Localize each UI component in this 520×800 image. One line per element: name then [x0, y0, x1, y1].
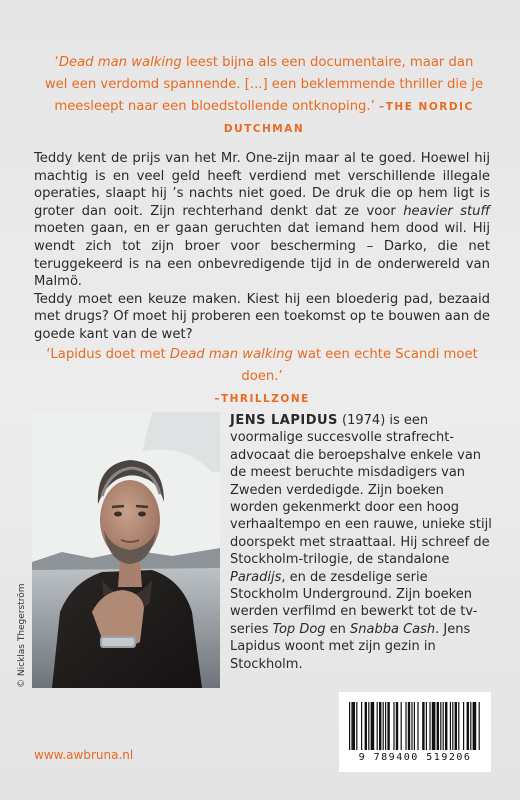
barcode-bar — [411, 702, 412, 750]
barcode-bar — [443, 702, 444, 750]
photo-credit: © Nicklas Thegerström — [17, 583, 27, 688]
author-photo — [32, 412, 220, 688]
barcode-bar — [353, 702, 355, 750]
praise-quote-thrillzone — [34, 344, 490, 410]
quote-text-end: leest bijna als een documentaire, maar dan wel een verdomd spannende. [...] een beklemmende thriller die je meesleept naar een bloedstollende ontknoping.’ — [44, 55, 484, 114]
barcode-bar — [365, 702, 367, 750]
barcode-bar — [422, 702, 424, 750]
blurb — [34, 150, 490, 344]
barcode-bar — [371, 702, 375, 750]
quote-book-title: Dead man walking — [58, 55, 182, 70]
barcode-bars — [349, 702, 481, 750]
barcode-bar — [445, 702, 447, 750]
author-bio-text — [230, 412, 492, 673]
barcode-bar — [470, 702, 471, 750]
quote-source: –THE NORDIC DUTCHMAN — [223, 101, 474, 135]
barcode-bar — [479, 702, 480, 750]
barcode-bar — [440, 702, 441, 750]
barcode-bar — [356, 702, 357, 750]
barcode-bar — [377, 702, 378, 750]
barcode-bar — [368, 702, 369, 750]
author-bio — [230, 412, 492, 673]
quote-text-end: wat een echte Scandi moet doen.’ — [241, 347, 478, 384]
bio-title-paradijs: Paradijs — [230, 569, 282, 585]
barcode-bar — [361, 702, 362, 750]
barcode-bar — [463, 702, 464, 750]
barcode-bar — [401, 702, 402, 750]
barcode-bar — [450, 702, 451, 750]
bio-text: en — [325, 621, 351, 637]
isbn-number: 9 789400 519206 — [358, 752, 472, 763]
barcode-bar — [396, 702, 398, 750]
barcode-bar — [351, 702, 352, 750]
barcode-bar — [385, 702, 386, 750]
author-portrait-illustration — [32, 412, 220, 688]
barcode-bar — [455, 702, 457, 750]
barcode-bar — [387, 702, 389, 750]
barcode-bar — [414, 702, 415, 750]
barcode-bar — [473, 702, 477, 750]
barcode-bar — [349, 702, 350, 750]
barcode-bar — [405, 702, 406, 750]
blurb-text: moeten gaan, en er gaan geruchten dat iemand hem dood wil. Hij wendt zich tot zijn broer voor bescherming – Darko, die net teruggekeerd is na een onbevredigende tijd in de onderwereld van Malmö. — [34, 221, 490, 290]
author-name: JENS LAPIDUS — [230, 413, 338, 428]
isbn-barcode — [339, 692, 491, 772]
praise-quote-nordic-dutchman — [44, 52, 484, 140]
barcode-bar — [458, 702, 459, 750]
barcode-bar — [467, 702, 469, 750]
barcode-bar — [408, 702, 410, 750]
barcode-bar — [432, 702, 436, 750]
barcode-bar — [429, 702, 430, 750]
barcode-bar — [417, 702, 418, 750]
barcode-bar — [452, 702, 453, 750]
barcode-bar — [379, 702, 381, 750]
blurb-text: Teddy kent de prijs van het Mr. One-zijn maar al te goed. Hoewel hij machtig is en veel geld heeft verdiend met verschillende illegale operaties, slaapt hij ’s nachts niet goed. De druk die op hem ligt is groter dan ooit. Zijn rechterhand denkt dat ze voor — [34, 151, 490, 219]
barcode-bar — [383, 702, 384, 750]
barcode-bar — [393, 702, 394, 750]
publisher-url[interactable]: www.awbruna.nl — [34, 748, 134, 762]
blurb-italic: heavier stuff — [403, 203, 490, 219]
barcode-bar — [426, 702, 427, 750]
quote-book-title: Dead man walking — [169, 347, 293, 362]
blurb-paragraph-2: Teddy moet een keuze maken. Kiest hij een bloederig pad, bezaaid met drugs? Of moet hij proberen een toekomst op te bouwen aan de goede kant van de wet? — [34, 291, 490, 342]
bio-title-snabba-cash: Snabba Cash — [350, 621, 436, 637]
bio-text: . Jens Lapidus woont met zijn gezin in Stockholm. — [230, 621, 471, 672]
quote-source: –THRILLZONE — [214, 393, 310, 405]
blurb-paragraph-1 — [34, 150, 490, 291]
quote-text-start: ‘Lapidus doet met — [46, 347, 170, 362]
bio-text: (1974) is een voormalige succesvolle strafrecht-advocaat die beroepshalve enkele van de meest beruchte misdadigers van Zweden verdedigde. Zijn boeken worden gekenmerkt door een hoog verhaaltempo en een rauwe, unieke stijl doorspekt met straattaal. Hij schreef de Stockholm-trilogie, de standalone — [230, 413, 492, 568]
barcode-bar — [437, 702, 439, 750]
bio-title-top-dog: Top Dog — [272, 621, 326, 637]
bio-text: , en de zesdelige serie Stockholm Underground. Zijn boeken werden verfilmd en bewerkt tot de tv-series — [230, 569, 478, 637]
quote-text-start: ‘ — [54, 55, 59, 70]
